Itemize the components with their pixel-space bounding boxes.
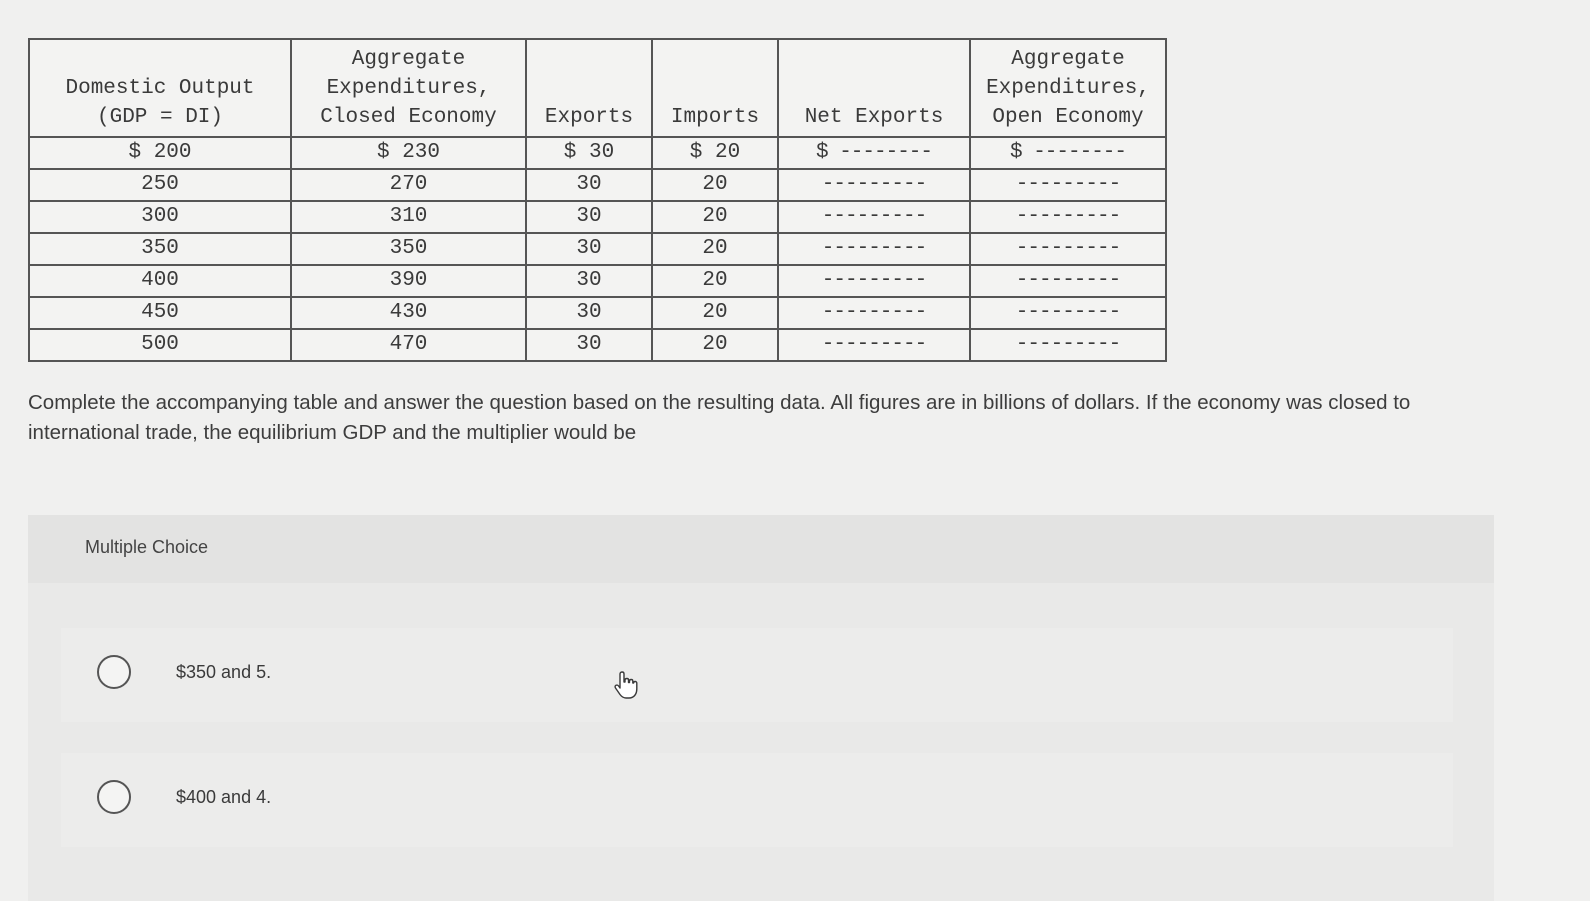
cell-net-exports-blank[interactable]: --------- <box>778 169 970 201</box>
cell-gdp: 250 <box>29 169 291 201</box>
cell-imports: 20 <box>652 201 778 233</box>
header-ae-open <box>970 39 1166 137</box>
cell-net-exports-blank[interactable]: --------- <box>778 297 970 329</box>
answer-option-label: $350 and 5. <box>176 662 272 682</box>
cell-ae-closed: 470 <box>291 329 526 361</box>
cell-imports: 20 <box>652 329 778 361</box>
header-imports: Imports <box>652 39 778 137</box>
cell-ae-open-blank[interactable]: --------- <box>970 329 1166 361</box>
cell-gdp: 300 <box>29 201 291 233</box>
cell-ae-closed: 350 <box>291 233 526 265</box>
cell-imports: $ 20 <box>652 137 778 169</box>
answer-option-1[interactable] <box>61 628 1453 722</box>
cell-net-exports-blank[interactable]: --------- <box>778 233 970 265</box>
multiple-choice-title: Multiple Choice <box>85 537 209 557</box>
multiple-choice-panel <box>28 515 1494 901</box>
cell-imports: 20 <box>652 297 778 329</box>
cell-ae-open-blank[interactable]: --------- <box>970 297 1166 329</box>
hand-pointer-icon <box>612 670 640 700</box>
answer-option-2[interactable] <box>61 753 1453 847</box>
cell-gdp: 350 <box>29 233 291 265</box>
table-row <box>29 137 1166 169</box>
cell-net-exports-blank[interactable]: $ -------- <box>778 137 970 169</box>
cell-ae-closed: $ 230 <box>291 137 526 169</box>
header-line: (GDP = DI) <box>96 106 224 129</box>
cell-exports: 30 <box>526 265 652 297</box>
cell-exports: $ 30 <box>526 137 652 169</box>
table-row <box>29 233 1166 265</box>
header-line: Closed Economy <box>320 106 497 129</box>
cell-net-exports-blank[interactable]: --------- <box>778 329 970 361</box>
cell-exports: 30 <box>526 169 652 201</box>
header-ae-closed <box>291 39 526 137</box>
cell-gdp: 450 <box>29 297 291 329</box>
radio-button[interactable] <box>97 780 131 814</box>
cell-exports: 30 <box>526 297 652 329</box>
cell-exports: 30 <box>526 233 652 265</box>
economy-data-table <box>28 38 1167 362</box>
cell-net-exports-blank[interactable]: --------- <box>778 201 970 233</box>
table-header-row <box>29 39 1166 137</box>
table-row <box>29 329 1166 361</box>
cell-ae-closed: 270 <box>291 169 526 201</box>
cell-imports: 20 <box>652 265 778 297</box>
multiple-choice-header <box>28 515 1494 583</box>
table-row <box>29 297 1166 329</box>
cell-ae-closed: 390 <box>291 265 526 297</box>
header-domestic-output <box>29 39 291 137</box>
cell-gdp: 500 <box>29 329 291 361</box>
header-exports: Exports <box>526 39 652 137</box>
cell-gdp: $ 200 <box>29 137 291 169</box>
header-line: Expenditures, <box>326 77 491 100</box>
cell-ae-open-blank[interactable]: --------- <box>970 265 1166 297</box>
cell-ae-closed: 310 <box>291 201 526 233</box>
cell-exports: 30 <box>526 329 652 361</box>
cell-ae-open-blank[interactable]: --------- <box>970 169 1166 201</box>
header-line: Expenditures, <box>986 77 1150 100</box>
answer-option-label: $400 and 4. <box>176 787 272 807</box>
table-row <box>29 201 1166 233</box>
cell-ae-open-blank[interactable]: --------- <box>970 233 1166 265</box>
header-line: Aggregate <box>351 48 466 71</box>
cell-ae-open-blank[interactable]: --------- <box>970 201 1166 233</box>
header-line: Domestic Output <box>65 77 255 100</box>
cell-ae-open-blank[interactable]: $ -------- <box>970 137 1166 169</box>
cell-imports: 20 <box>652 233 778 265</box>
table-row <box>29 265 1166 297</box>
table-row <box>29 169 1166 201</box>
cell-ae-closed: 430 <box>291 297 526 329</box>
cell-net-exports-blank[interactable]: --------- <box>778 265 970 297</box>
question-text: Complete the accompanying table and answer the question based on the resulting data. All figures are in billions of dollars. If the economy was closed to international trade, the equilibrium GDP and the multiplier would be <box>28 391 1411 444</box>
header-net-exports: Net Exports <box>778 39 970 137</box>
cell-exports: 30 <box>526 201 652 233</box>
header-line: Aggregate <box>1011 48 1125 71</box>
cell-imports: 20 <box>652 169 778 201</box>
header-line: Open Economy <box>992 106 1144 129</box>
radio-button[interactable] <box>97 655 131 689</box>
cell-gdp: 400 <box>29 265 291 297</box>
